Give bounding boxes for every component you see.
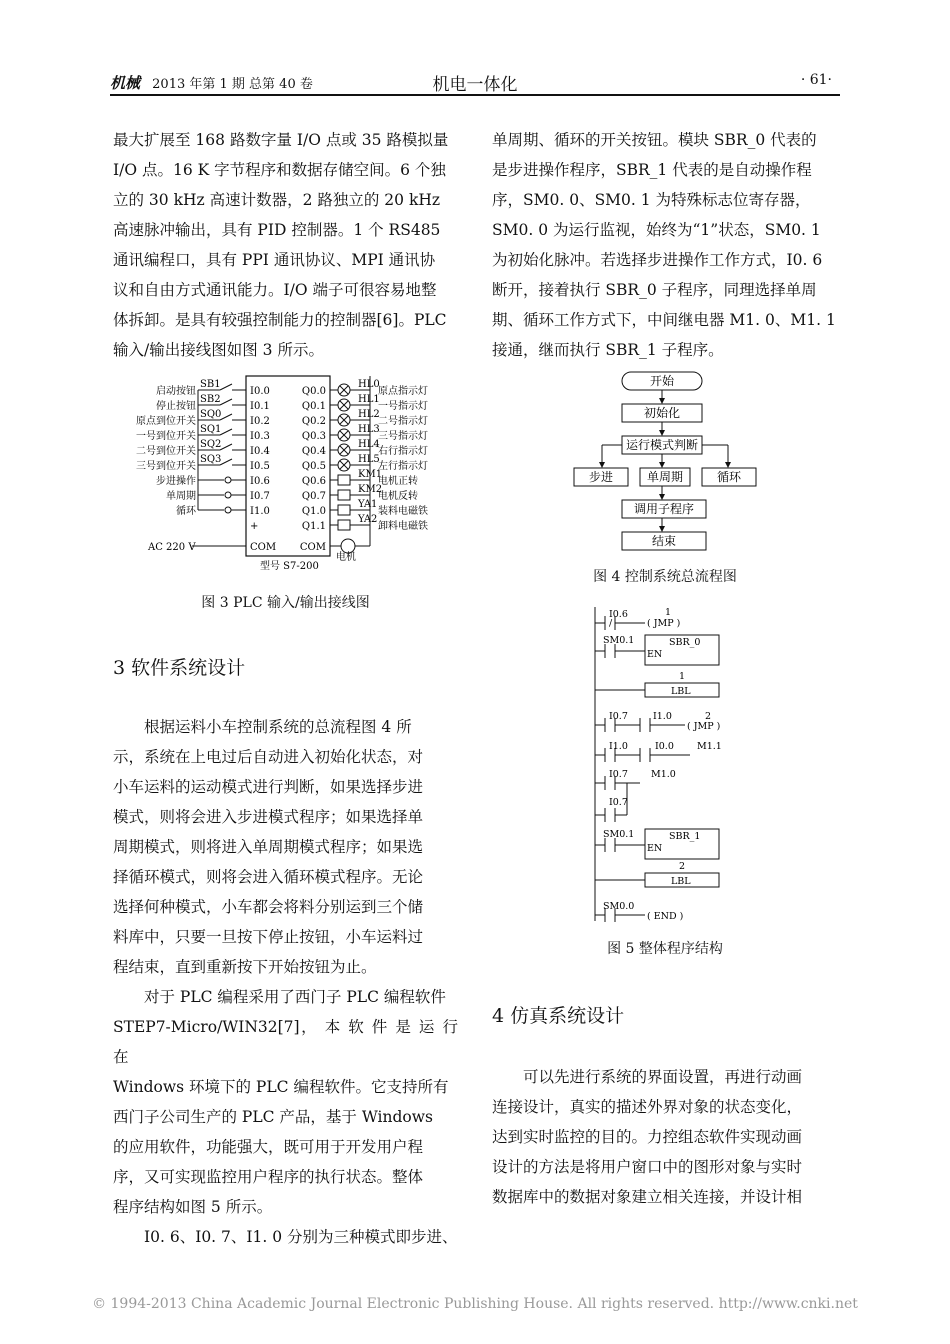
switch-tag: SQ2 — [200, 439, 222, 450]
flow-end-label: 结束 — [651, 534, 677, 548]
switch-tag: SB2 — [200, 394, 221, 405]
ladder-program — [585, 603, 745, 931]
input-terminal-label: I0.6 — [250, 476, 270, 487]
output-terminal-label: Q1.0 — [301, 506, 326, 517]
input-terminal-label: + — [250, 521, 259, 532]
text-line: 序，SM0. 0、SM0. 1 为特殊标志位寄存器， — [492, 191, 811, 209]
running-header — [110, 66, 840, 96]
output-terminal-label: Q0.1 — [301, 401, 326, 412]
ladder-label: I1.0 — [609, 741, 628, 752]
switch-blade — [220, 384, 232, 390]
input-terminal-label: I0.3 — [250, 431, 270, 442]
text-line: 小车运料的运动模式进行判断，如果选择步进 — [113, 778, 424, 796]
output-terminal-label: Q0.0 — [301, 386, 326, 397]
text-line: 根据运料小车控制系统的总流程图 4 所 — [144, 718, 412, 736]
left-top-paragraph — [113, 125, 458, 365]
ac-supply-label: AC 220 V — [148, 542, 196, 553]
ladder-label: SM0.1 — [603, 635, 635, 646]
text-line: I0. 6、I0. 7、I1. 0 分别为三种模式即步进、 — [144, 1228, 458, 1246]
text-line: 通讯编程口，具有 PPI 通讯协议、MPI 通讯协 — [113, 251, 436, 269]
text-line: 选择何种模式，小车都会将料分别运到三个储 — [113, 898, 424, 916]
output-terminal-label: Q0.2 — [301, 416, 326, 427]
motor-icon — [341, 539, 355, 553]
ladder-label: SM0.1 — [603, 829, 635, 840]
relay-coil-icon — [338, 520, 350, 530]
text-line: 料库中，只要一旦按下停止按钮，小车运料过 — [113, 928, 424, 946]
input-device-label: 三号到位开关 — [136, 461, 196, 472]
ladder-label: / — [609, 618, 613, 629]
output-device-label: 一号指示灯 — [378, 401, 428, 412]
section4-body — [492, 1062, 838, 1212]
mode-switch-contact — [225, 492, 231, 498]
input-device-label: 启动按钮 — [156, 386, 196, 397]
input-device-label: 原点到位开关 — [136, 416, 196, 427]
output-device-tag: KM2 — [358, 484, 383, 495]
output-device-tag: KM1 — [358, 469, 383, 480]
text-line: I/O 点。16 K 字节程序和数据存储空间。6 个独 — [113, 161, 446, 179]
flow-call-label: 调用子程序 — [633, 502, 695, 516]
ladder-label: I0.7 — [609, 769, 628, 780]
input-device-label: 循环 — [176, 506, 196, 517]
text-line: 序，又可实现监控用户程序的执行状态。整体 — [113, 1168, 424, 1186]
text-line: 高速脉冲输出，具有 PID 控制器。1 个 RS485 — [113, 221, 441, 239]
output-device-label: 右行指示灯 — [378, 446, 428, 457]
output-terminals — [300, 379, 428, 553]
mode-switch-contact — [225, 507, 231, 513]
ladder-label: I0.0 — [655, 741, 674, 752]
text-line: 对于 PLC 编程采用了西门子 PLC 编程软件 — [144, 988, 446, 1006]
text-line: 周期模式，则将进入单周期模式程序；如果选 — [113, 838, 424, 856]
input-terminal-label: I1.0 — [250, 506, 270, 517]
ladder-label: 2 — [679, 861, 686, 872]
output-device-label: 电机正转 — [378, 476, 418, 487]
ladder-label: M1.0 — [651, 769, 676, 780]
input-terminal-label: I0.4 — [250, 446, 270, 457]
header-rule — [110, 94, 840, 96]
output-terminal-label: Q0.7 — [301, 491, 326, 502]
ladder-label: ( JMP ) — [687, 721, 721, 732]
ladder-label: 2 — [705, 711, 712, 722]
ladder-label: ( END ) — [647, 911, 684, 922]
relay-coil-icon — [338, 475, 350, 485]
text-line: 程序结构如图 5 所示。 — [113, 1198, 273, 1216]
journal-name: 机械 — [110, 74, 141, 92]
text-line: 设计的方法是将用户窗口中的图形对象与实时 — [492, 1158, 803, 1176]
text-line: 程结束，直到重新按下开始按钮为止。 — [113, 958, 377, 976]
output-device-label: 左行指示灯 — [378, 461, 428, 472]
text-line: 的应用软件，功能强大，既可用于开发用户程 — [113, 1138, 424, 1156]
output-device-tag: YA2 — [358, 514, 378, 525]
input-terminal-label: I0.1 — [250, 401, 270, 412]
text-line: 单周期、循环的开关按钮。模块 SBR_0 代表的 — [492, 131, 817, 149]
ladder-label: I0.6 — [609, 609, 628, 620]
text-line: 输入/输出接线图如图 3 所示。 — [113, 341, 324, 359]
output-device-tag: HL5 — [358, 454, 380, 465]
output-device-tag: HL1 — [358, 394, 380, 405]
relay-coil-icon — [338, 490, 350, 500]
input-terminal-label: I0.7 — [250, 491, 270, 502]
text-line: 择循环模式，则将会进入循环模式程序。无论 — [113, 868, 424, 886]
section4-title: 4 仿真系统设计 — [492, 1005, 625, 1027]
ladder-label: I0.7 — [609, 797, 628, 808]
output-terminal-label: Q0.3 — [301, 431, 326, 442]
text-line: 达到实时监控的目的。力控组态软件实现动画 — [492, 1128, 803, 1146]
section3-body — [113, 712, 458, 1252]
mode-switch-contact — [225, 477, 231, 483]
copyright-footer: © 1994-2013 China Academic Journal Electronic Publishing House. All rights reserved. http://www.cnki.net — [92, 1296, 858, 1312]
text-line: 可以先进行系统的界面设置，再进行动画 — [523, 1068, 803, 1086]
ladder-label: EN — [647, 649, 663, 660]
ladder-label: I1.0 — [653, 711, 672, 722]
output-terminal-label: Q1.1 — [301, 521, 326, 532]
output-device-label: 卸料电磁铁 — [378, 521, 428, 532]
input-terminal-label: COM — [250, 542, 277, 553]
output-device-tag: HL2 — [358, 409, 380, 420]
output-terminal-label: Q0.4 — [301, 446, 326, 457]
plc-model: 型号 S7-200 — [260, 561, 319, 572]
ladder-label: EN — [647, 843, 663, 854]
motor-label: 电机 — [336, 552, 356, 563]
ladder-label: SBR_0 — [669, 637, 701, 648]
flow-start-label: 开始 — [649, 374, 675, 388]
ladder-label: I0.7 — [609, 711, 628, 722]
control-flowchart — [560, 368, 780, 556]
output-device-label: 原点指示灯 — [378, 386, 428, 397]
plc-wiring-diagram — [120, 370, 460, 580]
output-terminal-label: Q0.6 — [301, 476, 326, 487]
right-top-paragraph — [492, 125, 838, 365]
switch-blade — [220, 459, 232, 465]
text-line: 数据库中的数据对象建立相关连接，并设计相 — [492, 1188, 803, 1206]
flow-init-label: 初始化 — [643, 406, 681, 420]
flow-judge-label: 运行模式判断 — [625, 438, 699, 452]
fig5-caption: 图 5 整体程序结构 — [607, 941, 723, 957]
switch-blade — [220, 414, 232, 420]
switch-tag: SQ3 — [200, 454, 222, 465]
input-device-label: 停止按钮 — [156, 401, 196, 412]
text-line: 连接设计，真实的描述外界对象的状态变化， — [492, 1098, 803, 1116]
input-terminal-label: I0.5 — [250, 461, 270, 472]
ladder-label: SM0.0 — [603, 901, 635, 912]
output-device-tag: YA1 — [358, 499, 378, 510]
text-line: Windows 环境下的 PLC 编程软件。它支持所有 — [113, 1078, 449, 1096]
output-device-label: 装料电磁铁 — [378, 506, 428, 517]
text-line: 接通，继而执行 SBR_1 子程序。 — [492, 341, 724, 359]
output-device-label: 电机反转 — [378, 491, 418, 502]
switch-tag: SQ1 — [200, 424, 222, 435]
input-terminals — [136, 379, 276, 553]
switch-blade — [220, 444, 232, 450]
text-line: 最大扩展至 168 路数字量 I/O 点或 35 路模拟量 — [113, 131, 449, 149]
input-device-label: 单周期 — [166, 491, 196, 502]
text-line: STEP7-Micro/WIN32[7]， 本 软 件 是 运 行 在 — [113, 1018, 458, 1066]
output-terminal-label: COM — [299, 542, 326, 553]
ladder-label: M1.1 — [697, 741, 722, 752]
switch-blade — [220, 429, 232, 435]
page-number: · 61· — [800, 72, 832, 88]
input-device-label: 二号到位开关 — [136, 446, 196, 457]
switch-tag: SQ0 — [200, 409, 222, 420]
flow-step-label: 步进 — [588, 470, 614, 484]
text-line: 是步进操作程序，SBR_1 代表的是自动操作程 — [492, 161, 812, 179]
section-name: 机电一体化 — [432, 75, 518, 95]
output-device-label: 三号指示灯 — [378, 431, 428, 442]
output-device-tag: HL3 — [358, 424, 380, 435]
switch-blade — [220, 399, 232, 405]
switch-tag: SB1 — [200, 379, 221, 390]
text-line: 为初始化脉冲。若选择步进操作工作方式，I0. 6 — [492, 251, 823, 269]
text-line: 体拆卸。是具有较强控制能力的控制器[6]。PLC — [113, 311, 447, 329]
output-device-tag: HL4 — [358, 439, 380, 450]
fig3-caption: 图 3 PLC 输入/输出接线图 — [201, 595, 370, 611]
text-line: 示，系统在上电过后自动进入初始化状态，对 — [113, 748, 424, 766]
relay-coil-icon — [338, 505, 350, 515]
output-device-tag: HL0 — [358, 379, 380, 390]
ladder-label: ( JMP ) — [647, 618, 681, 629]
output-device-label: 二号指示灯 — [378, 416, 428, 427]
ladder-label: 1 — [665, 607, 672, 618]
flow-single-label: 单周期 — [646, 470, 684, 484]
ladder-label: LBL — [671, 686, 691, 697]
section3-title: 3 软件系统设计 — [113, 657, 246, 679]
text-line: 断开，接着执行 SBR_0 子程序，同理选择单周 — [492, 281, 817, 299]
output-terminal-label: Q0.5 — [301, 461, 326, 472]
text-line: 议和自由方式通讯能力。I/O 端子可很容易地整 — [113, 281, 437, 299]
input-device-label: 一号到位开关 — [136, 431, 196, 442]
ladder-label: LBL — [671, 876, 691, 887]
issue-info: 2013 年第 1 期 总第 40 卷 — [152, 77, 313, 92]
text-line: 期、循环工作方式下，中间继电器 M1. 0、M1. 1 — [492, 311, 836, 329]
ladder-label: 1 — [679, 671, 686, 682]
input-terminal-label: I0.0 — [250, 386, 270, 397]
text-line: 立的 30 kHz 高速计数器，2 路独立的 20 kHz — [113, 191, 441, 209]
text-line: SM0. 0 为运行监视，始终为“1”状态，SM0. 1 — [492, 221, 821, 239]
text-line: 模式，则将会进入步进模式程序；如果选择单 — [113, 808, 424, 826]
input-terminal-label: I0.2 — [250, 416, 270, 427]
fig4-caption: 图 4 控制系统总流程图 — [593, 569, 737, 585]
input-device-label: 步进操作 — [156, 476, 196, 487]
flow-loop-label: 循环 — [716, 470, 742, 484]
text-line: 西门子公司生产的 PLC 产品，基于 Windows — [113, 1108, 433, 1126]
ladder-label: SBR_1 — [669, 831, 701, 842]
